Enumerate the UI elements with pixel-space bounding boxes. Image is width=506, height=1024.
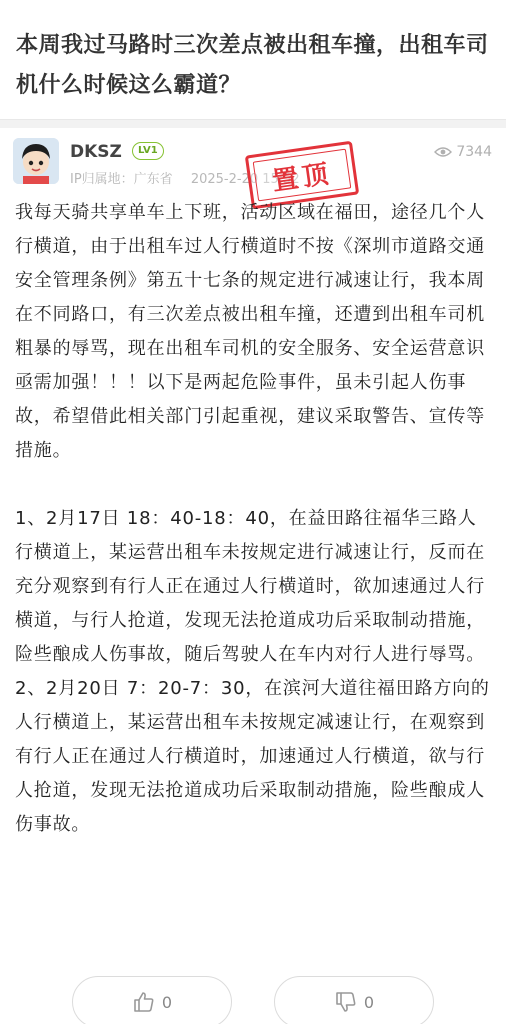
eye-icon bbox=[434, 146, 452, 158]
level-badge: LV1 bbox=[132, 142, 164, 160]
post-date: 2025-2-20 15:52 bbox=[190, 172, 300, 187]
dislike-count: 0 bbox=[363, 992, 375, 1012]
like-button[interactable] bbox=[72, 976, 232, 1024]
avatar-cartoon-icon bbox=[13, 138, 59, 184]
incident-item-1: 1、2月17日 18：40-18：40，在益田路往福华三路人行横道上，某运营出租车未按规定进行减速让行，反而在充分观察到有行人正在通过人行横道时，欲加速通过人行横道，与行人抢道，发现无法抢道成功后采取制动措施，险些酿成人伤事故，随后驾驶人在车内对行人进行辱骂。 bbox=[15, 508, 485, 665]
content-paragraph: 我每天骑共享单车上下班，活动区域在福田，途径几个人行横道，由于出租车过人行横道时不按《深圳市道路交通安全管理条例》第五十七条的规定进行减速让行，我本周在不同路口，有三次差点被出租车撞，还遭到出租车司机粗暴的辱骂，现在出租车司机的安全服务、安全运营意识亟需加强！！！以下是两起危险事件，虽未引起人伤事故，希望借此相关部门引起重视，建议采取警告、宣传等措施。 bbox=[15, 202, 485, 461]
like-count: 0 bbox=[161, 992, 173, 1012]
post-content bbox=[15, 196, 495, 842]
vote-actions bbox=[0, 972, 506, 1024]
thumbs-up-icon bbox=[132, 990, 156, 1014]
pinned-stamp: 置顶 bbox=[245, 141, 359, 210]
post-title: 本周我过马路时三次差点被出租车撞，出租车司机什么时候这么霸道？ bbox=[16, 33, 489, 98]
avatar[interactable] bbox=[13, 138, 59, 184]
view-count bbox=[434, 144, 492, 160]
thumbs-down-icon bbox=[334, 990, 358, 1014]
ip-location: IP归属地：广东省 bbox=[70, 172, 173, 187]
author-name[interactable]: DKSZ bbox=[70, 142, 122, 162]
section-divider bbox=[0, 119, 506, 128]
paragraph-spacer bbox=[15, 468, 495, 502]
post-title-section bbox=[0, 0, 506, 118]
dislike-button[interactable] bbox=[274, 976, 434, 1024]
incident-item-2: 2、2月20日 7：20-7：30，在滨河大道往福田路方向的人行横道上，某运营出租车未按规定减速让行，在观察到有行人正在通过人行横道时，加速通过人行横道，欲与行人抢道，发现无法抢道成功后采取制动措施，险些酿成人伤事故。 bbox=[15, 678, 490, 835]
view-count-value: 7344 bbox=[456, 144, 492, 160]
